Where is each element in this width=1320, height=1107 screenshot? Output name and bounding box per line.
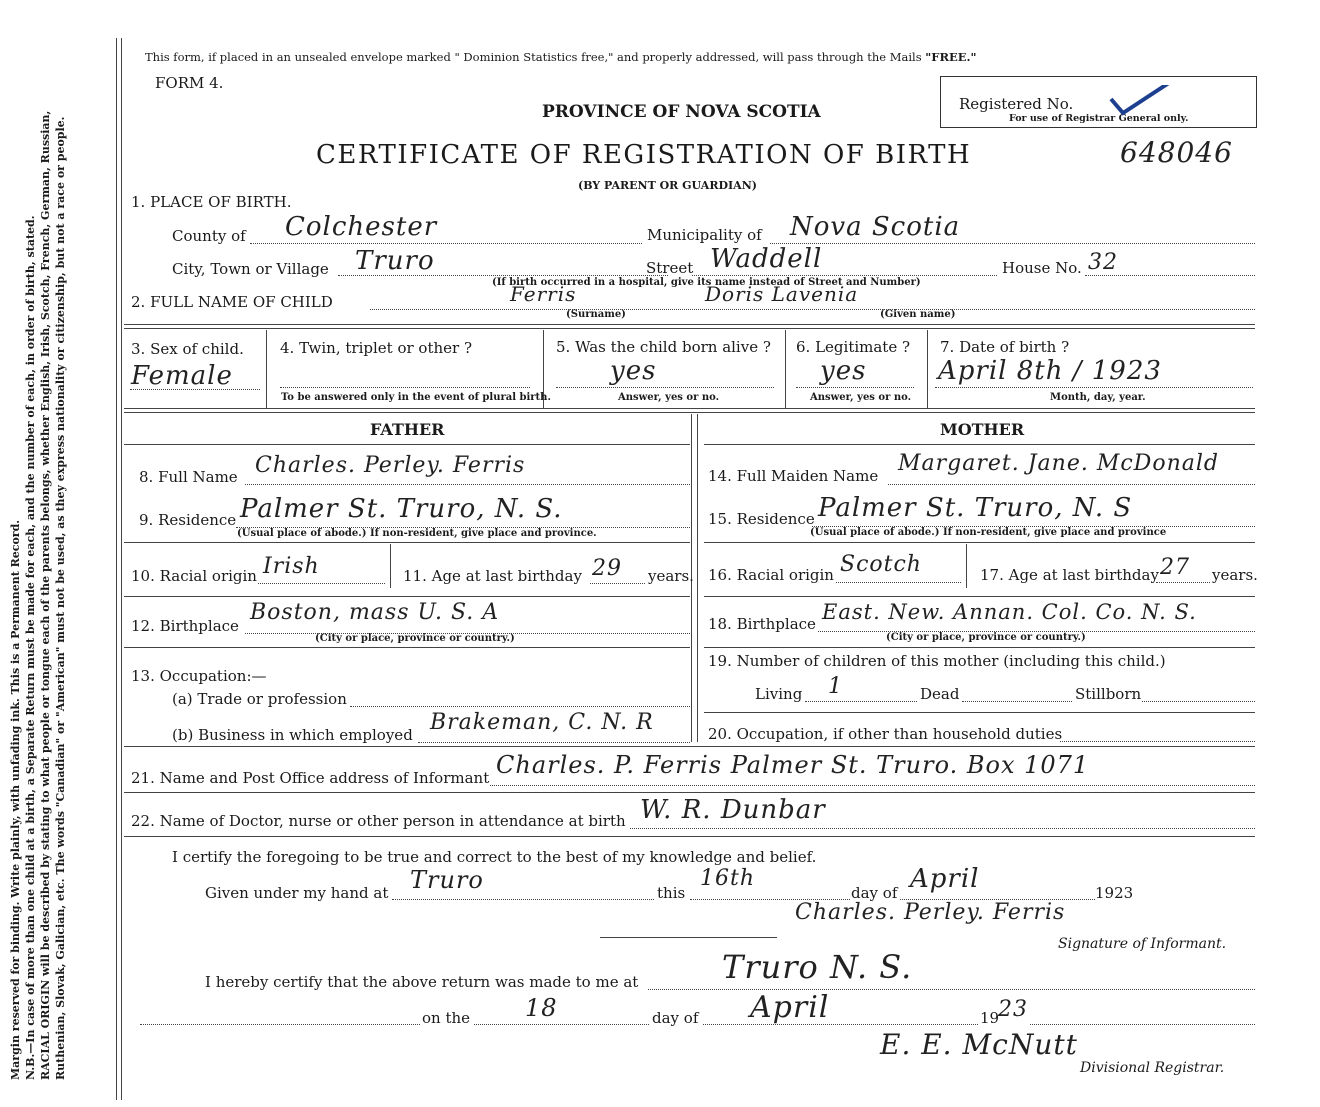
binding-rule-2	[121, 38, 122, 1100]
registrar-signature: E. E. McNutt	[880, 1028, 1078, 1061]
father-birthplace-value: Boston, mass U. S. A	[250, 600, 500, 625]
divider	[966, 544, 967, 588]
divider	[124, 408, 1255, 409]
informant-value: Charles. P. Ferris Palmer St. Truro. Box 1071	[496, 751, 1090, 779]
sex-value: Female	[131, 361, 233, 391]
reg-day-line	[474, 1024, 649, 1025]
mother-birthplace-note: (City or place, province or country.)	[886, 632, 1086, 643]
dead-line	[962, 701, 1072, 702]
divider	[124, 328, 1255, 329]
certificate-title: CERTIFICATE OF REGISTRATION OF BIRTH	[316, 140, 972, 170]
twin-label: 4. Twin, triplet or other ?	[280, 339, 472, 357]
informant-line	[490, 785, 1255, 786]
father-residence-value: Palmer St. Truro, N. S.	[240, 494, 563, 524]
margin-line-3: RACIAL ORIGIN will be described by stating to what people or tongue each of the parents belongs, whether English, Irish, Scotch, French, German, Russian,	[39, 110, 52, 1080]
reg-month: April	[750, 990, 830, 1025]
registrar-place: Truro N. S.	[722, 948, 913, 986]
on-the-label: on the	[422, 1009, 471, 1027]
house-line	[1085, 275, 1255, 276]
divider	[927, 330, 928, 408]
reg-day: 18	[525, 994, 558, 1022]
father-age-value: 29	[592, 556, 622, 581]
trade-label: (a) Trade or profession	[172, 690, 347, 708]
divider	[124, 647, 690, 648]
reg-year-line	[1030, 1024, 1255, 1025]
mother-age-unit: years.	[1212, 566, 1258, 584]
mother-occupation-line	[1060, 741, 1255, 742]
living-value: 1	[828, 674, 843, 699]
child-name-label: 2. FULL NAME OF CHILD	[131, 293, 333, 311]
stillborn-label: Stillborn	[1075, 685, 1142, 703]
certify-statement: I certify the foregoing to be true and correct to the best of my knowledge and belief.	[172, 848, 817, 866]
child-given-value: Doris Lavenia	[705, 282, 859, 306]
mother-name-value: Margaret. Jane. McDonald	[898, 451, 1219, 476]
house-label: House No.	[1002, 259, 1082, 277]
given-place: Truro	[410, 866, 484, 894]
given-day: 16th	[700, 866, 756, 891]
mother-name-line	[888, 484, 1255, 485]
father-name-label: 8. Full Name	[139, 468, 238, 486]
divider	[124, 542, 690, 543]
mother-name-label: 14. Full Maiden Name	[708, 467, 879, 485]
certificate-subtitle: (BY PARENT OR GUARDIAN)	[578, 179, 757, 192]
doctor-label: 22. Name of Doctor, nurse or other person in attendance at birth	[131, 812, 626, 830]
legit-label: 6. Legitimate ?	[796, 338, 911, 356]
twin-line	[280, 387, 530, 388]
registrar-date-line	[140, 1024, 420, 1025]
divider	[124, 324, 1255, 325]
father-age-line	[590, 583, 645, 584]
father-birthplace-label: 12. Birthplace	[131, 617, 239, 635]
doctor-value: W. R. Dunbar	[640, 795, 826, 825]
dob-value: April 8th / 1923	[938, 356, 1162, 386]
twin-note: To be answered only in the event of plural birth.	[281, 392, 551, 403]
mother-residence-label: 15. Residence	[708, 510, 815, 528]
registrar-use-note: For use of Registrar General only.	[1009, 113, 1189, 124]
given-year: 1923	[1095, 884, 1134, 902]
dob-line	[935, 387, 1253, 388]
municipality-value: Nova Scotia	[790, 212, 961, 242]
reg-year-prefix: 19	[980, 1009, 1000, 1027]
business-value: Brakeman, C. N. R	[430, 710, 654, 735]
mother-residence-value: Palmer St. Truro, N. S	[818, 493, 1133, 523]
margin-line-2: N.B.—In case of more than one child at a birth, a Separate Return must be made for each, and the number of each, in order of birth, stated.	[24, 215, 37, 1080]
alive-line	[556, 387, 774, 388]
alive-value: yes	[610, 356, 657, 386]
municipality-label: Municipality of	[647, 226, 762, 244]
mother-age-label: 17. Age at last birthday	[980, 566, 1159, 584]
mother-birthplace-value: East. New. Annan. Col. Co. N. S.	[822, 600, 1197, 624]
legit-line	[796, 387, 914, 388]
form-number: FORM 4.	[155, 74, 224, 92]
county-label: County of	[172, 227, 246, 245]
province-title: PROVINCE OF NOVA SCOTIA	[542, 102, 821, 122]
divider	[124, 792, 1255, 793]
day-of-label-2: day of	[652, 1009, 699, 1027]
divider	[390, 544, 391, 588]
dead-label: Dead	[920, 685, 960, 703]
place-heading: 1. PLACE OF BIRTH.	[131, 193, 292, 211]
business-label: (b) Business in which employed	[172, 726, 413, 744]
margin-line-1: Margin reserved for binding. Write plainly, with unfading ink. This is a Permanent Record.	[9, 519, 22, 1080]
hospital-note: (If birth occurred in a hospital, give its name instead of Street and Number)	[492, 277, 921, 288]
father-residence-label: 9. Residence	[139, 511, 237, 529]
given-label: Given under my hand at	[205, 884, 389, 902]
father-residence-note: (Usual place of abode.) If non-resident, give place and province.	[237, 528, 597, 539]
mother-birthplace-label: 18. Birthplace	[708, 615, 816, 633]
checkmark-icon	[1101, 85, 1191, 121]
divider	[266, 330, 267, 408]
legit-note: Answer, yes or no.	[810, 392, 912, 403]
street-label: Street	[646, 259, 694, 277]
father-age-label: 11. Age at last birthday	[403, 567, 582, 585]
informant-signature-caption: Signature of Informant.	[1058, 936, 1227, 952]
doctor-line	[630, 828, 1255, 829]
alive-label: 5. Was the child born alive ?	[556, 338, 771, 356]
divider	[124, 836, 1255, 837]
municipality-line	[770, 243, 1255, 244]
living-label: Living	[755, 685, 803, 703]
father-heading: FATHER	[370, 420, 445, 439]
given-place-line	[392, 899, 654, 900]
divider	[124, 746, 1255, 747]
county-value: Colchester	[285, 212, 438, 242]
mother-heading: MOTHER	[940, 420, 1025, 439]
this-label: this	[657, 884, 686, 902]
mail-notice: This form, if placed in an unsealed envelope marked " Dominion Statistics free," and properly addressed, will pass through the Mails "FREE."	[145, 50, 977, 64]
mother-residence-note: (Usual place of abode.) If non-resident, give place and province	[810, 527, 1167, 538]
living-line	[805, 701, 917, 702]
father-birthplace-note: (City or place, province or country.)	[315, 633, 515, 644]
surname-caption: (Surname)	[566, 309, 626, 320]
registered-box	[940, 76, 1257, 128]
mother-age-value: 27	[1160, 555, 1190, 580]
street-line	[692, 275, 997, 276]
mother-race-line	[836, 582, 961, 583]
father-race-value: Irish	[263, 554, 320, 579]
binding-rule	[116, 38, 117, 1100]
father-name-line	[245, 484, 690, 485]
given-caption: (Given name)	[880, 309, 956, 320]
divider	[124, 412, 1255, 413]
sex-label: 3. Sex of child.	[131, 340, 244, 358]
registrar-place-line	[648, 989, 1255, 990]
father-age-unit: years.	[648, 567, 694, 585]
divider	[600, 937, 777, 938]
business-line	[418, 742, 690, 743]
margin-line-4: Ruthenian, Slovak, Galician, etc. The words "Canadian" or "American" must not be used, as they express nationality or citizenship, but not a race or people.	[54, 116, 67, 1080]
divider	[704, 542, 1255, 543]
reg-year-suffix: 23	[998, 997, 1028, 1022]
city-value: Truro	[355, 246, 435, 276]
registrar-statement: I hereby certify that the above return was made to me at	[205, 973, 639, 991]
legit-value: yes	[820, 356, 867, 386]
children-label: 19. Number of children of this mother (including this child.)	[708, 652, 1166, 670]
mother-age-line	[1156, 582, 1210, 583]
divider	[697, 414, 698, 742]
mother-race-value: Scotch	[840, 552, 922, 577]
given-month: April	[910, 864, 980, 894]
informant-signature: Charles. Perley. Ferris	[795, 900, 1066, 925]
binding-margin-notes	[8, 20, 68, 1080]
father-occupation-label: 13. Occupation:—	[131, 667, 267, 685]
divider	[704, 712, 1255, 713]
divider	[704, 444, 1255, 445]
divider	[704, 647, 1255, 648]
father-name-value: Charles. Perley. Ferris	[255, 453, 526, 478]
city-label: City, Town or Village	[172, 260, 329, 278]
mother-occupation-label: 20. Occupation, if other than household duties	[708, 725, 1063, 743]
registered-label: Registered No.	[959, 95, 1074, 113]
divider	[124, 596, 690, 597]
county-line	[250, 243, 642, 244]
street-value: Waddell	[710, 244, 823, 274]
house-value: 32	[1088, 250, 1118, 275]
divider	[785, 330, 786, 408]
registrar-caption: Divisional Registrar.	[1080, 1060, 1225, 1076]
trade-line	[350, 706, 690, 707]
reg-month-line	[703, 1024, 978, 1025]
child-surname-value: Ferris	[510, 282, 577, 306]
registered-number: 648046	[1120, 136, 1233, 169]
divider	[704, 596, 1255, 597]
father-race-label: 10. Racial origin	[131, 567, 257, 585]
day-of-label: day of	[851, 884, 898, 902]
stillborn-line	[1142, 701, 1255, 702]
informant-label: 21. Name and Post Office address of Informant	[131, 769, 490, 787]
alive-note: Answer, yes or no.	[618, 392, 720, 403]
mother-race-label: 16. Racial origin	[708, 566, 834, 584]
dob-note: Month, day, year.	[1050, 392, 1146, 403]
divider	[124, 444, 690, 445]
dob-label: 7. Date of birth ?	[940, 338, 1070, 356]
father-race-line	[258, 583, 385, 584]
child-name-line	[370, 309, 1255, 310]
